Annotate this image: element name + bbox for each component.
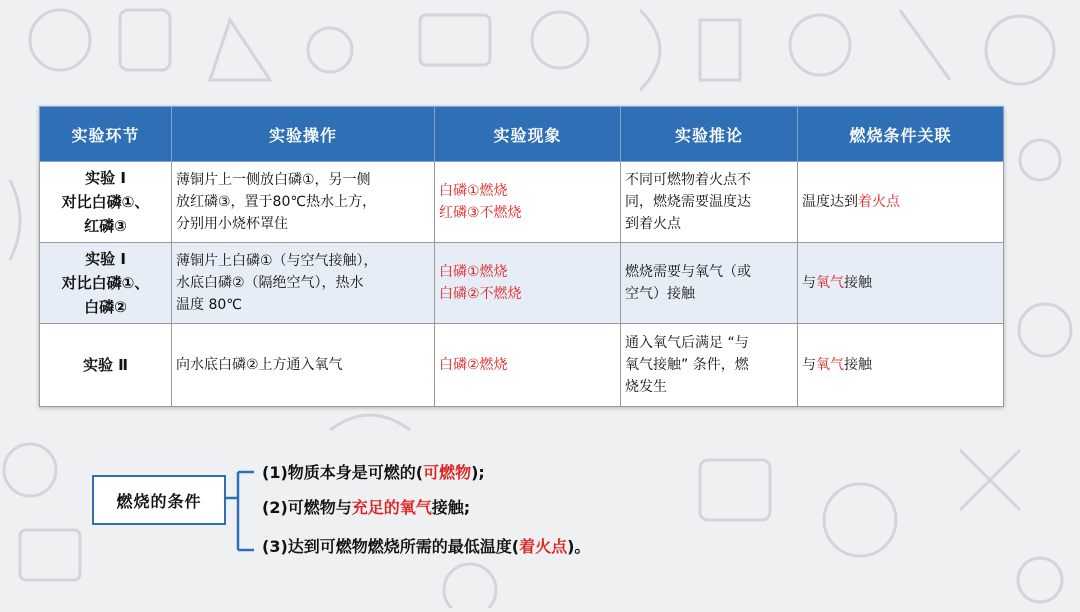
inference-line: 燃烧需要与氧气（或 (625, 264, 751, 280)
inference-cell (621, 324, 798, 407)
table-row (40, 324, 1004, 407)
condition-text: (3)达到可燃物燃烧所需的最低温度( (262, 537, 520, 556)
experiment-table (39, 106, 1004, 407)
stage-line: 红磷③ (84, 217, 127, 235)
table-row (40, 243, 1004, 324)
conditions-label: 燃烧的条件 (92, 475, 226, 525)
relation-text: 与 (802, 357, 816, 373)
condition-text: 接触; (431, 498, 471, 517)
phenomenon-cell (435, 162, 621, 243)
condition-item (262, 495, 470, 518)
stage-cell (40, 162, 172, 243)
condition-item (262, 460, 485, 483)
operation-line: 薄铜片上一侧放白磷①，另一侧 (176, 172, 371, 188)
phenomenon-cell (435, 324, 621, 407)
operation-cell (172, 324, 435, 407)
relation-cell (798, 324, 1004, 407)
condition-highlight: 着火点 (519, 537, 568, 556)
phenomenon-line: 白磷①燃烧 (439, 264, 508, 280)
inference-cell (621, 162, 798, 243)
stage-line: 实验 Ⅰ (85, 250, 126, 268)
stage-line: 对比白磷①、 (61, 193, 150, 211)
operation-line: 分别用小烧杯罩住 (176, 216, 288, 232)
operation-line: 温度 80℃ (176, 297, 242, 313)
phenomenon-line: 白磷①燃烧 (439, 183, 508, 199)
inference-line: 不同可燃物着火点不 (625, 172, 751, 188)
inference-line: 到着火点 (625, 216, 681, 232)
inference-line: 烧发生 (625, 379, 667, 395)
relation-text: 接触 (844, 275, 872, 291)
relation-text: 温度达到 (802, 194, 858, 210)
relation-highlight: 氧气 (816, 275, 844, 291)
table-row (40, 162, 1004, 243)
condition-text: (1)物质本身是可燃的( (262, 463, 424, 482)
stage-line: 白磷② (84, 298, 127, 316)
operation-line: 水底白磷②（隔绝空气），热水 (176, 275, 364, 291)
condition-text: )。 (567, 537, 591, 556)
inference-line: 通入氧气后满足 “与 (625, 335, 749, 351)
phenomenon-line: 白磷②不燃烧 (439, 286, 522, 302)
brace-connector (224, 460, 260, 560)
header-stage: 实验环节 (40, 107, 172, 162)
operation-line: 向水底白磷②上方通入氧气 (176, 357, 343, 373)
header-relation: 燃烧条件关联 (798, 107, 1004, 162)
header-phenomenon: 实验现象 (435, 107, 621, 162)
inference-line: 同，燃烧需要温度达 (625, 194, 751, 210)
relation-cell (798, 243, 1004, 324)
phenomenon-line: 红磷③不燃烧 (439, 205, 522, 221)
relation-highlight: 氧气 (816, 357, 844, 373)
condition-text: ); (471, 463, 485, 482)
inference-cell (621, 243, 798, 324)
condition-text: (2)可燃物与 (262, 498, 352, 517)
phenomenon-line: 白磷②燃烧 (439, 357, 508, 373)
stage-line: 对比白磷①、 (61, 274, 150, 292)
header-inference: 实验推论 (621, 107, 798, 162)
stage-line: 实验 Ⅱ (82, 356, 129, 374)
relation-text: 接触 (844, 357, 872, 373)
stage-cell (40, 243, 172, 324)
relation-text: 与 (802, 275, 816, 291)
operation-line: 薄铜片上白磷①（与空气接触）， (176, 253, 378, 269)
relation-highlight: 着火点 (858, 194, 900, 210)
header-operation: 实验操作 (172, 107, 435, 162)
table-header-row (40, 107, 1004, 162)
inference-line: 空气）接触 (625, 286, 695, 302)
operation-line: 放红磷③，置于80℃热水上方， (176, 194, 377, 210)
relation-cell (798, 162, 1004, 243)
condition-highlight: 充足的氧气 (351, 498, 432, 517)
phenomenon-cell (435, 243, 621, 324)
stage-line: 实验 Ⅰ (85, 169, 126, 187)
stage-cell (40, 324, 172, 407)
inference-line: 氧气接触” 条件，燃 (625, 357, 749, 373)
condition-highlight: 可燃物 (423, 463, 472, 482)
operation-cell (172, 243, 435, 324)
operation-cell (172, 162, 435, 243)
condition-item (262, 534, 590, 557)
